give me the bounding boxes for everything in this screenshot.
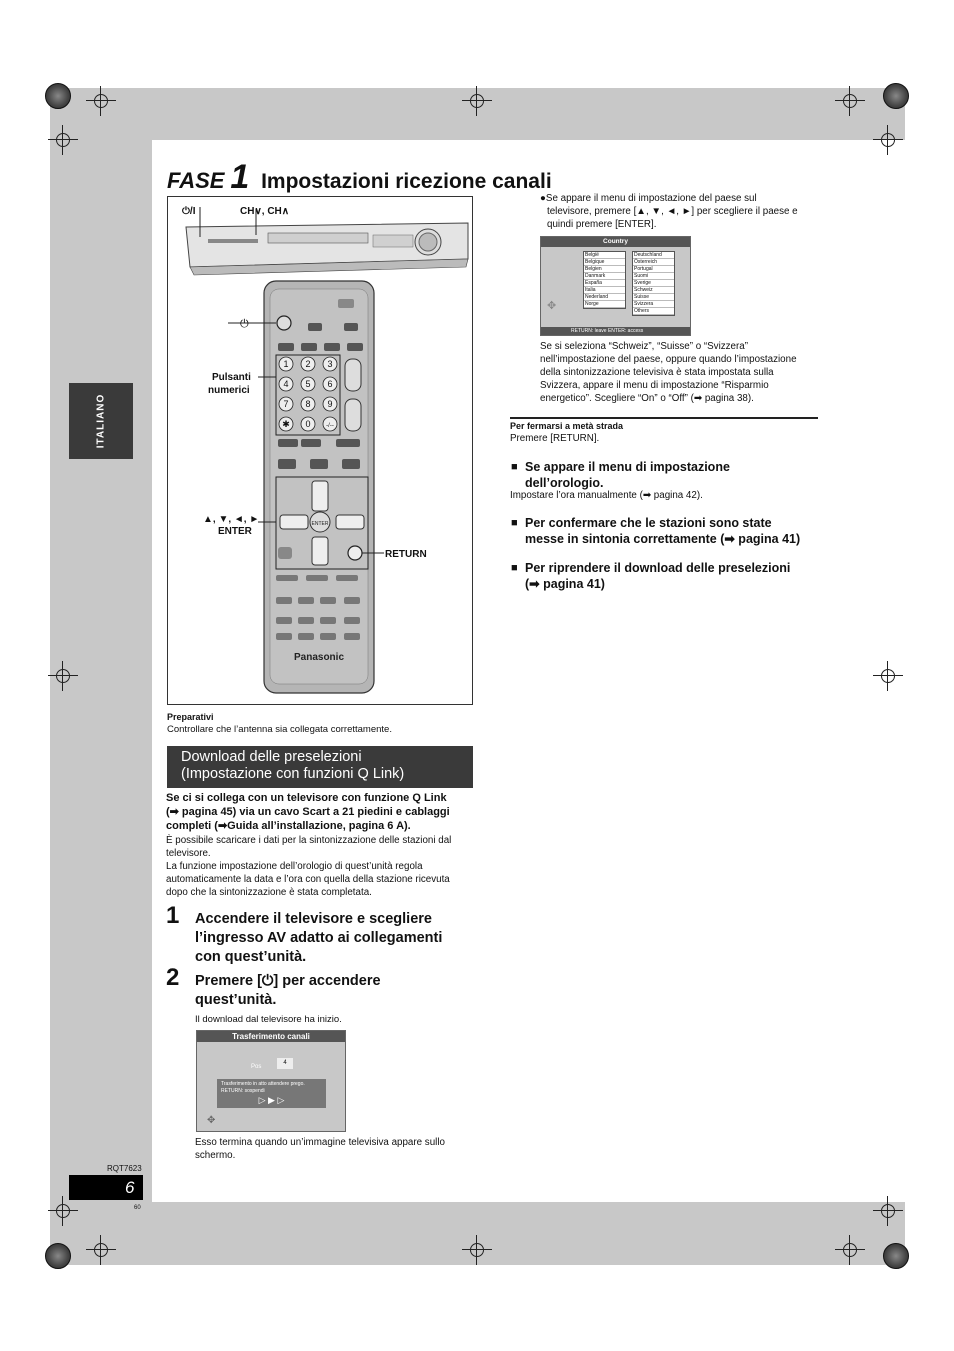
restart-heading: ■ Per riprendere il download delle preselezioni (➡ pagina 41) — [525, 560, 790, 592]
step-2-note: Il download dal televisore ha inizio. — [195, 1014, 342, 1025]
registration-ball — [45, 83, 71, 109]
country-item[interactable]: Suisse — [633, 294, 674, 301]
country-title: Country — [541, 237, 690, 247]
ch-label: CH∨, CH∧ — [240, 206, 290, 217]
stop-heading: Per fermarsi a metà strada — [510, 421, 624, 431]
model-code: RQT7623 — [107, 1164, 142, 1173]
crop-mark — [86, 86, 116, 116]
stop-text: Premere [RETURN]. — [510, 433, 600, 444]
remote-brand: Panasonic — [293, 652, 345, 663]
crop-mark — [86, 1235, 116, 1265]
key-2: 2 — [305, 359, 311, 369]
transfer-message-box: Trasferimento in atto attendere prego. RETURN: sospendi ▷ ▶ ▷ — [217, 1079, 326, 1108]
swiss-paragraph: Se si seleziona “Schweiz”, “Suisse” o “Svizzera” nell’impostazione del paese, oppure quando l’impostazione della sintonizzazione televisiva è stata impostata sulla Svizzera, appare il menu di impostazione “Risparmio energetico”. Scegliere “On” o “Off” (➡ pagina 38). — [540, 341, 797, 404]
crop-mark — [48, 1196, 78, 1226]
crop-mark — [873, 1196, 903, 1226]
transfer-end-note: Esso termina quando un’immagine televisiva appare sullo schermo. — [195, 1137, 445, 1161]
fase-word: FASE — [167, 168, 225, 193]
transfer-pos-value: 4 — [277, 1058, 293, 1069]
country-item[interactable]: Norge — [584, 301, 625, 308]
language-label: ITALIANO — [95, 393, 107, 449]
country-item[interactable]: Suomi — [633, 273, 674, 280]
download-heading-1: Download delle preselezioni — [181, 749, 362, 765]
download-paragraph: È possibile scaricare i dati per la sintonizzazione delle stazioni dal televisore. La funzione impostazione dell’orologio di quest’unità regola automaticamente la data e l’ora con quella della stazione ricevuta dopo che la sintonizzazione è stata completata. — [166, 835, 452, 898]
fase-number: 1 — [230, 158, 250, 196]
play-progress-icon: ▷ ▶ ▷ — [258, 1095, 285, 1105]
country-list-left — [583, 251, 626, 309]
registration-ball — [45, 1243, 71, 1269]
country-item[interactable]: Danmark — [584, 273, 625, 280]
return-label: RETURN — [385, 549, 427, 560]
country-screen — [540, 236, 691, 336]
preparativi-text: Controllare che l’antenna sia collegata correttamente. — [167, 724, 392, 735]
small-page-number: 60 — [134, 1205, 141, 1211]
clock-heading: ■ Se appare il menu di impostazione dell’orologio. — [525, 459, 730, 491]
key-0: 0 — [305, 419, 311, 429]
preparativi-heading: Preparativi — [167, 712, 214, 722]
key-7: 7 — [283, 399, 289, 409]
transfer-pos-label: Pos — [251, 1064, 262, 1070]
crop-mark — [48, 661, 78, 691]
country-item[interactable]: Belgien — [584, 266, 625, 273]
title-text: Impostazioni ricezione canali — [261, 170, 552, 193]
country-item[interactable]: België — [584, 252, 625, 259]
transfer-screen — [196, 1030, 346, 1132]
key-5: 5 — [305, 379, 311, 389]
key-dash: -/-- — [326, 423, 334, 429]
country-item[interactable]: Schweiz — [633, 287, 674, 294]
country-item[interactable]: Italia — [584, 287, 625, 294]
download-heading-2: (Impostazione con funzioni Q Link) — [181, 766, 405, 782]
download-intro: Se ci si collega con un televisore con funzione Q Link (➡ pagina 45) via un cavo Scart a 21 piedini e cablaggi completi (➡Guida all’installazione, pagina 6 A). — [166, 792, 450, 832]
download-section-header — [167, 746, 473, 788]
pulsanti-label-1: Pulsanti — [212, 372, 251, 383]
crop-mark — [873, 125, 903, 155]
crop-mark — [48, 125, 78, 155]
registration-ball — [883, 83, 909, 109]
confirm-heading: ■ Per confermare che le stazioni sono state messe in sintonia correttamente (➡ pagina 41) — [525, 515, 800, 547]
crop-mark — [835, 86, 865, 116]
pulsanti-label-2: numerici — [208, 385, 250, 396]
arrows-label: ▲, ▼, ◄, ► — [203, 514, 260, 525]
remote-illustration — [168, 197, 474, 706]
page-title — [167, 158, 552, 197]
navigation-pad-icon: ✥ — [207, 1115, 216, 1126]
clock-text: Impostare l’ora manualmente (➡ pagina 42). — [510, 490, 703, 501]
key-1: 1 — [283, 359, 289, 369]
crop-mark — [873, 661, 903, 691]
key-6: 6 — [327, 379, 333, 389]
country-item[interactable]: Portugal — [633, 266, 674, 273]
key-9: 9 — [327, 399, 333, 409]
registration-ball — [883, 1243, 909, 1269]
power-label: ⏻/I — [182, 206, 196, 217]
key-4: 4 — [283, 379, 289, 389]
step-2-text: Premere [⏻] per accendere quest’unità. — [195, 973, 381, 1008]
page-number: 6 — [69, 1175, 143, 1200]
power-symbol-label: ⏻ — [240, 318, 249, 330]
section-divider — [510, 417, 818, 419]
transfer-title: Trasferimento canali — [197, 1031, 345, 1042]
country-item[interactable]: Sverige — [633, 280, 674, 287]
crop-mark — [835, 1235, 865, 1265]
key-star: ✱ — [282, 419, 290, 429]
country-item[interactable]: Others — [633, 308, 674, 315]
crop-mark — [462, 1235, 492, 1265]
country-footer: RETURN: leave ENTER: access — [541, 327, 690, 335]
country-list-right — [632, 251, 675, 316]
country-item[interactable]: Svizzera — [633, 301, 674, 308]
country-item[interactable]: Nederland — [584, 294, 625, 301]
country-item[interactable]: Österreich — [633, 259, 674, 266]
navigation-pad-icon: ✥ — [547, 300, 557, 312]
key-3: 3 — [327, 359, 333, 369]
crop-mark — [462, 86, 492, 116]
language-tab — [69, 383, 133, 459]
country-menu-instruction: ●Se appare il menu di impostazione del paese sul televisore, premere [▲, ▼, ◄, ►] per scegliere il paese e quindi premere [ENTER]. — [540, 193, 798, 230]
step-1-text: Accendere il televisore e scegliere l’ingresso AV adatto ai collegamenti con quest’unità. — [195, 911, 443, 965]
nav-enter-label: ENTER — [311, 521, 329, 527]
enter-label: ENTER — [218, 526, 252, 537]
remote-figure — [167, 196, 473, 705]
country-item[interactable]: Deutschland — [633, 252, 674, 259]
country-item[interactable]: España — [584, 280, 625, 287]
key-8: 8 — [305, 399, 311, 409]
step-2-number: 2 — [166, 964, 180, 991]
step-1-number: 1 — [166, 902, 180, 929]
country-item[interactable]: Belgique — [584, 259, 625, 266]
